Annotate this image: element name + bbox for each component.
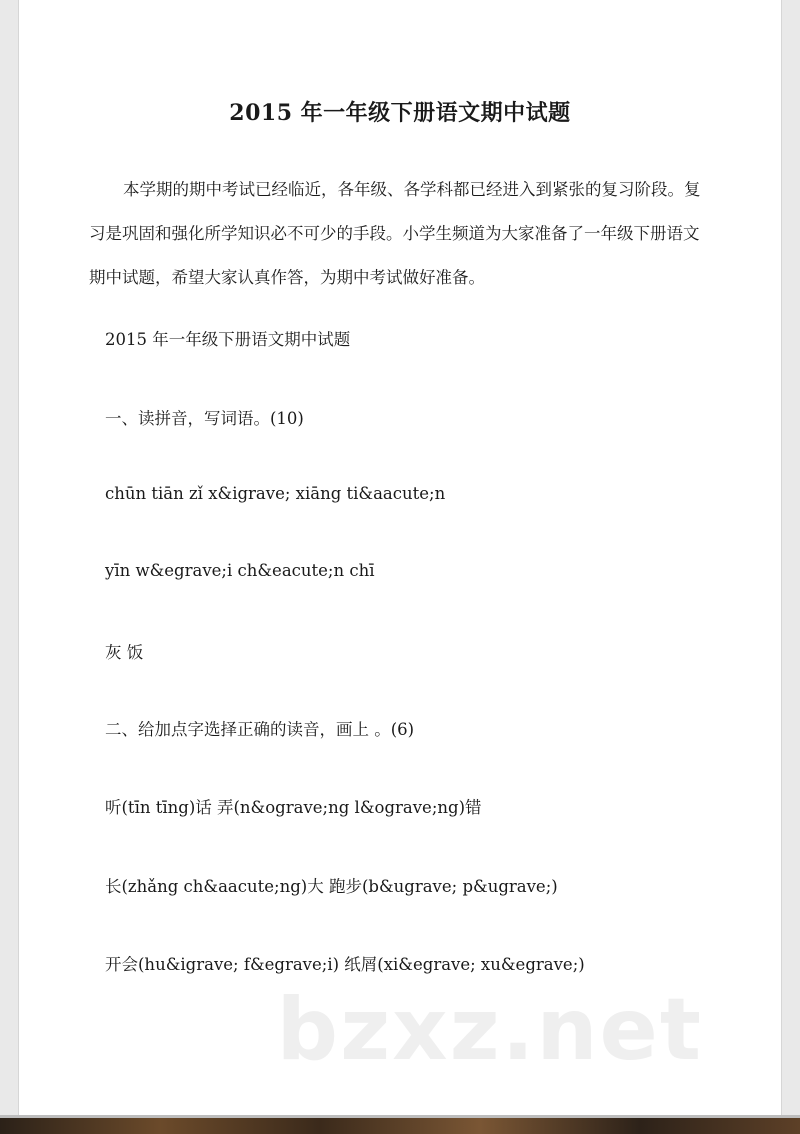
watermark: bzxz.net	[276, 980, 703, 1080]
character-line: 灰 饭	[105, 643, 144, 662]
reading-option-1: 听(tīn tīng)话 弄(n&ograve;ng l&ograve;ng)错	[105, 798, 482, 817]
document-title: 2015 年一年级下册语文期中试题	[229, 100, 571, 126]
question-heading-1: 一、读拼音，写词语。(10)	[105, 409, 304, 428]
reading-option-3: 开会(hu&igrave; f&egrave;i) 纸屑(xi&egrave; xu&egrave;)	[105, 955, 585, 974]
question-heading-2: 二、给加点字选择正确的读音，画上 。(6)	[105, 720, 415, 739]
intro-paragraph: 本学期的期中考试已经临近，各年级、各学科都已经进入到紧张的复习阶段。复习是巩固和强化所学知识必不可少的手段。小学生频道为大家准备了一年级下册语文期中试题，希望大家认真作答，为期中考试做好准备。	[89, 180, 701, 287]
section-heading: 2015 年一年级下册语文期中试题	[105, 330, 351, 349]
document-page	[18, 0, 782, 1118]
pinyin-line-2: yīn w&egrave;i ch&eacute;n chī	[105, 561, 375, 580]
bottom-image-strip	[0, 1115, 800, 1134]
reading-option-2: 长(zhǎng ch&aacute;ng)大 跑步(b&ugrave; p&ugrave;)	[105, 877, 558, 896]
pinyin-line-1: chūn tiān zǐ x&igrave; xiāng ti&aacute;n	[105, 484, 446, 503]
